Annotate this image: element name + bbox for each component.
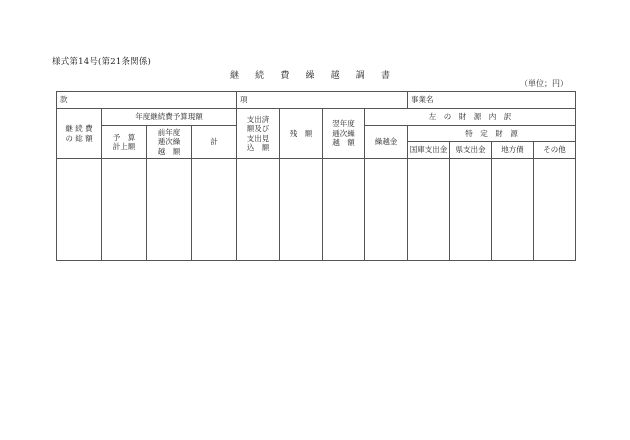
form-number: 様式第14号(第21条関係) [52, 57, 152, 67]
expend-line1: 支出済 [246, 114, 270, 124]
annual-budget-header: 年度継続費予算現額 [102, 109, 237, 126]
entry-expenditure[interactable] [237, 159, 280, 261]
entry-sum[interactable] [192, 159, 237, 261]
title-char: 調 [355, 71, 365, 81]
finance-breakdown-header: 左 の 財 源 内 訳 [365, 109, 576, 126]
kurikoshi-kin-header: 繰越金 [365, 126, 408, 159]
document-title [230, 68, 390, 81]
kan-field[interactable] [57, 92, 237, 109]
entry-national-treasury[interactable] [408, 159, 450, 261]
jigyo-field[interactable] [408, 92, 576, 109]
national-treasury-header: 国庫支出金 [408, 142, 450, 159]
title-char: 書 [380, 71, 390, 81]
expend-line2: 額及び [246, 124, 270, 134]
entry-remaining[interactable] [280, 159, 323, 261]
local-bond-header: 地方債 [492, 142, 534, 159]
unit-note: （単位；円） [520, 79, 568, 88]
entry-next-carryover[interactable] [323, 159, 365, 261]
prev-line2: 逓次繰 [157, 137, 181, 147]
remaining-header: 残 額 [280, 109, 323, 159]
total-label-line2: の 総 額 [65, 133, 93, 143]
entry-kurikoshi-kin[interactable] [365, 159, 408, 261]
other-header: その他 [534, 142, 576, 159]
kou-label: 項 [240, 95, 248, 105]
entry-budget[interactable] [102, 159, 147, 261]
sum-header: 計 [192, 126, 237, 159]
title-char: 続 [255, 71, 265, 81]
total-label-line1: 継 続 費 [65, 124, 93, 134]
total-amount-header [57, 109, 102, 159]
prev-line3: 越 額 [157, 146, 181, 156]
kou-field[interactable] [237, 92, 408, 109]
header-info-row [57, 92, 576, 109]
special-source-header: 特 定 財 源 [408, 126, 576, 142]
expend-line3: 支出見 [246, 133, 270, 143]
expenditure-header [237, 109, 280, 159]
prev-line1: 前年度 [157, 127, 181, 137]
next-line1: 翌年度 [332, 119, 355, 129]
entry-local-bond[interactable] [492, 159, 534, 261]
title-char: 繰 [305, 71, 315, 81]
prefecture-header: 県支出金 [450, 142, 492, 159]
budget-line1: 予 算 [112, 132, 136, 142]
title-char: 越 [330, 71, 340, 81]
title-char: 継 [230, 71, 240, 81]
entry-total[interactable] [57, 159, 102, 261]
entry-prefecture[interactable] [450, 159, 492, 261]
next-carryover-header [323, 109, 365, 159]
entry-prev-carryover[interactable] [147, 159, 192, 261]
expend-line4: 込 額 [246, 142, 270, 152]
entry-row [57, 159, 576, 261]
carryover-table [56, 91, 576, 261]
kan-label: 款 [60, 95, 68, 105]
budget-line2: 計上額 [112, 142, 136, 151]
title-char: 費 [280, 71, 290, 81]
prev-carryover-header [147, 126, 192, 159]
jigyo-label: 事業名 [411, 95, 434, 105]
next-line3: 越 額 [332, 138, 355, 148]
budget-amount-header [102, 126, 147, 159]
next-line2: 逓次繰 [332, 128, 355, 138]
entry-other[interactable] [534, 159, 576, 261]
